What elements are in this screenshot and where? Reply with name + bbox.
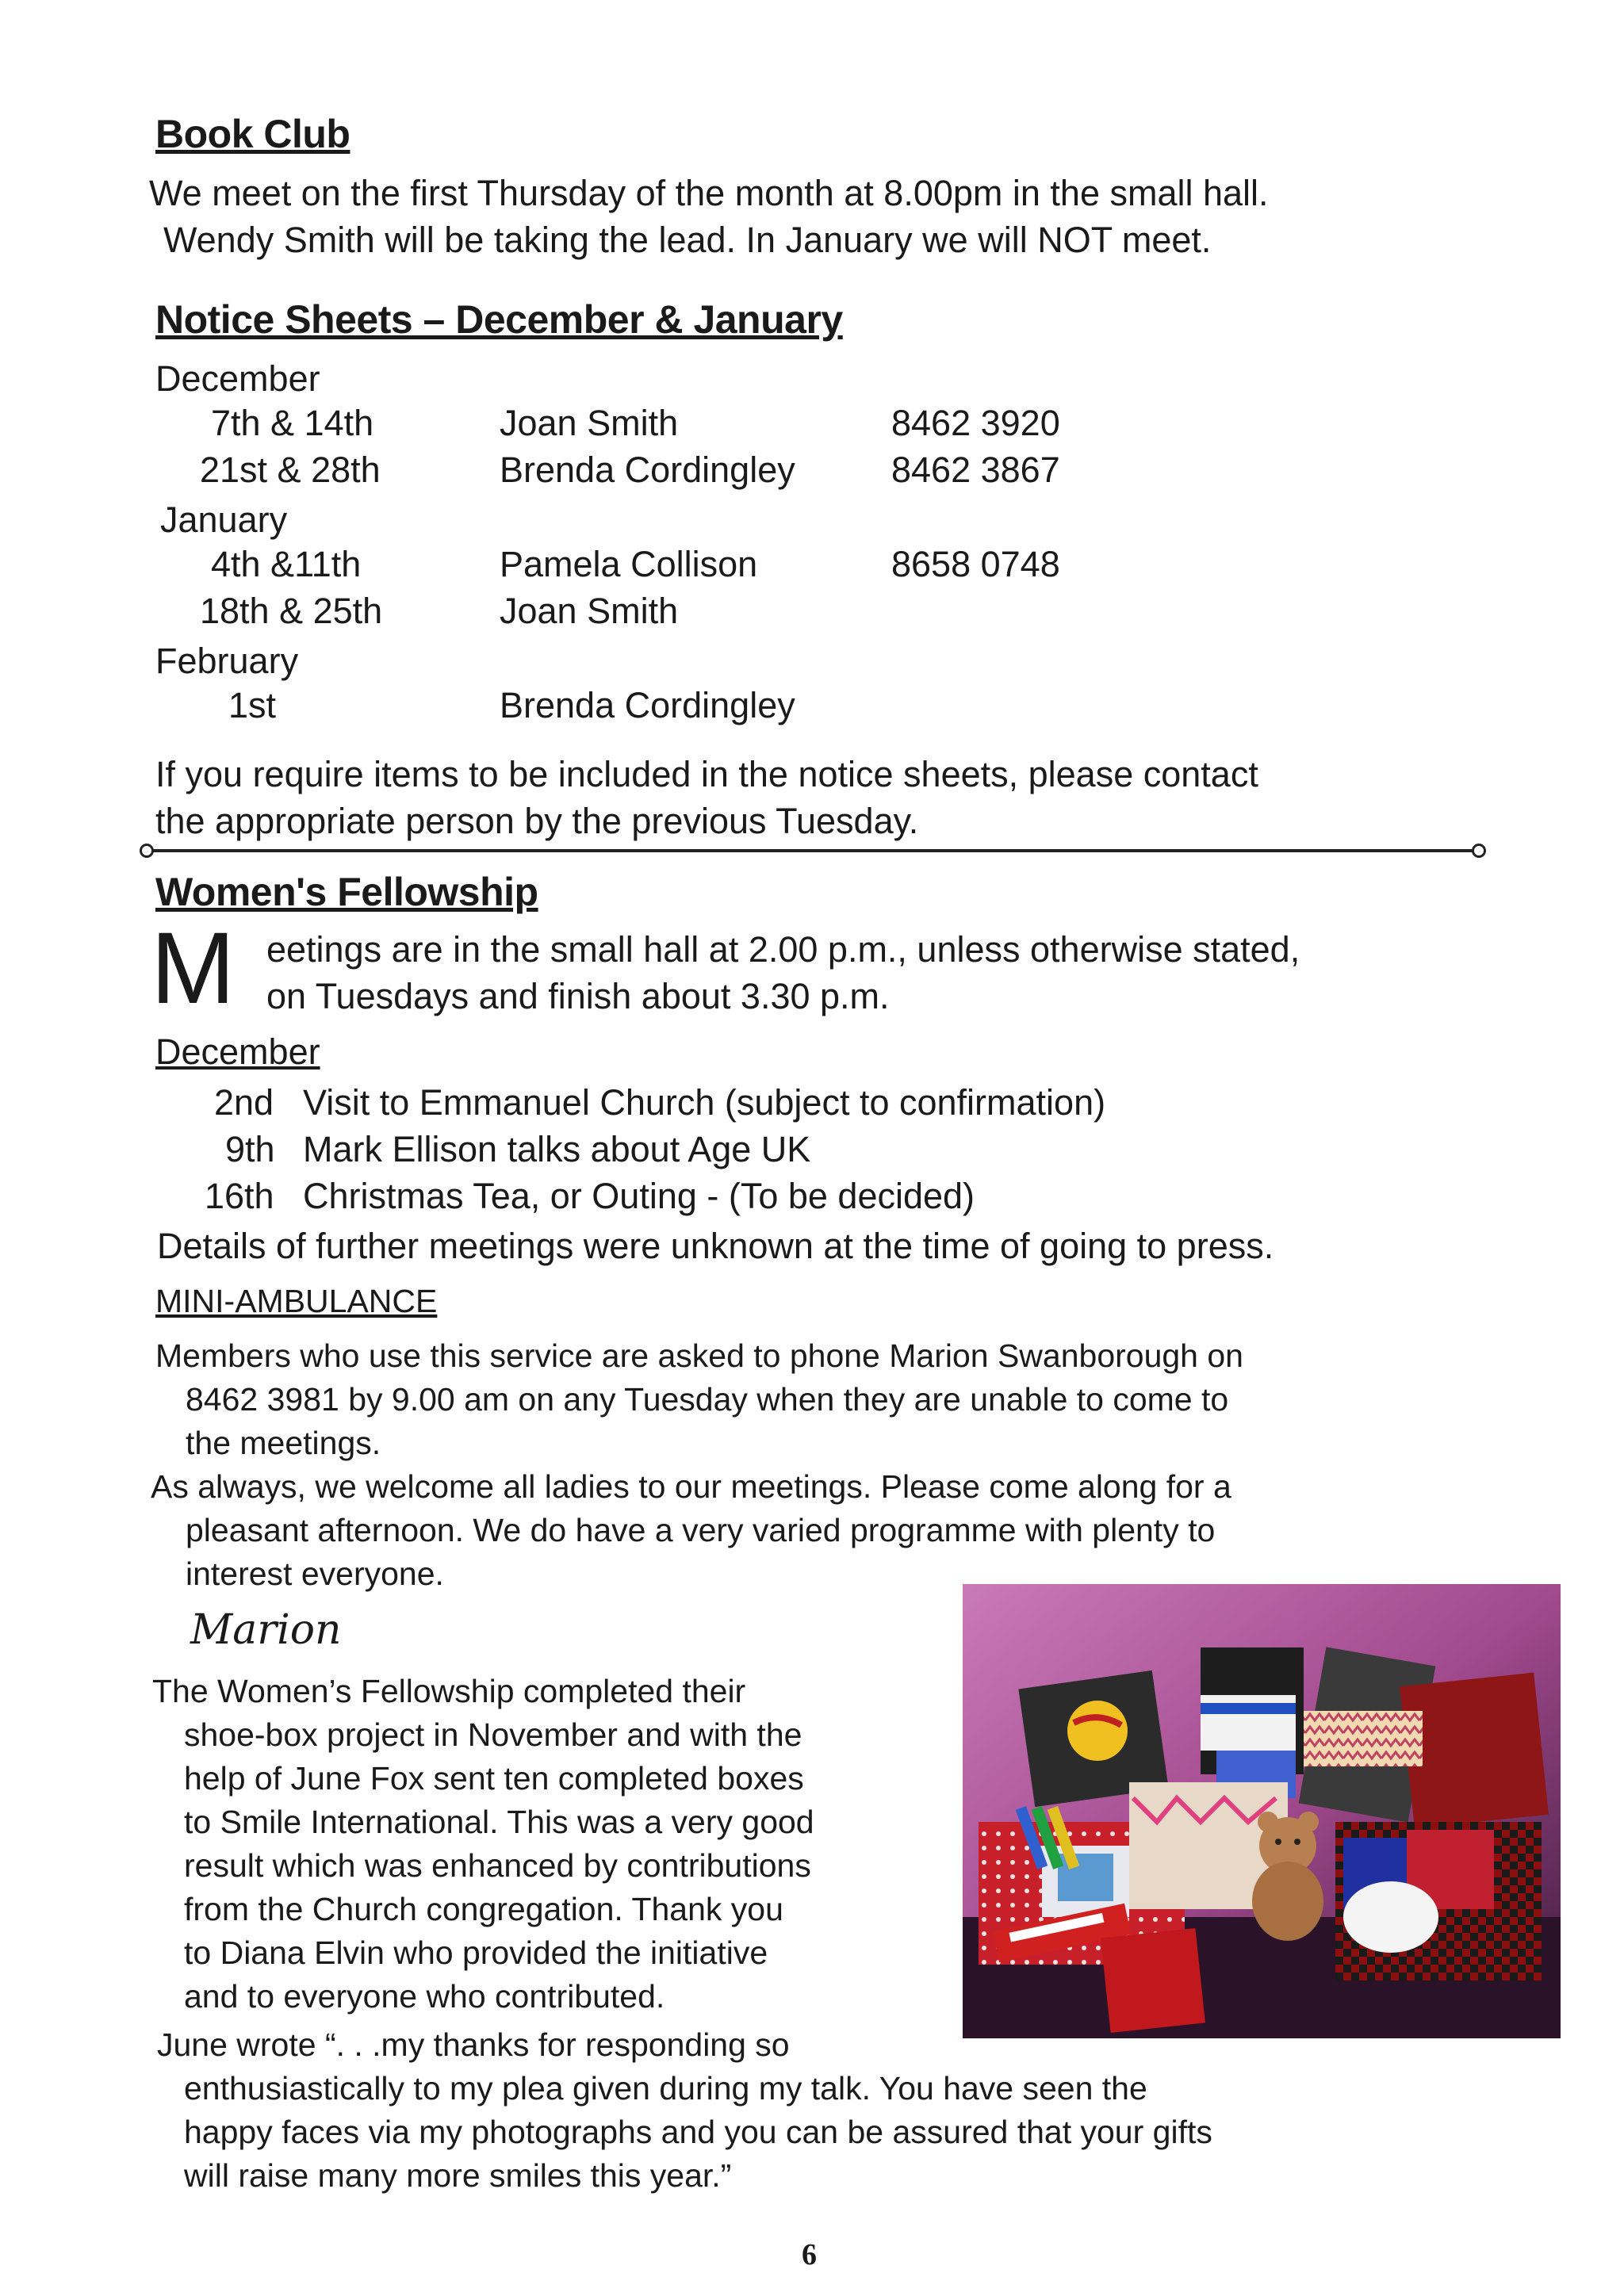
gift-boxes-photo [963,1584,1561,2038]
notice-date: 1st [228,685,277,725]
shoebox-line-1: The Women’s Fellowship completed their [152,1673,746,1709]
book-club-line-2: Wendy Smith will be taking the lead. In January we will NOT meet. [163,220,1212,260]
mini-ambulance-line-3: the meetings. [186,1425,381,1461]
notice-row [0,685,1189,732]
shoebox-line-8: and to everyone who contributed. [184,1978,665,2015]
notice-name: Joan Smith [500,403,679,443]
fellowship-intro-line-1: eetings are in the small hall at 2.00 p.m., unless otherwise stated, [266,929,1300,970]
shoebox-line-7: to Diana Elvin who provided the initiative [184,1934,768,1971]
womens-fellowship-heading: Women's Fellowship [155,870,538,914]
event-row [0,1176,1189,1223]
notice-footer-line-2: the appropriate person by the previous Tuesday. [155,801,919,841]
june-line-2: enthusiastically to my plea given during my talk. You have seen the [184,2070,1147,2107]
page-number: 6 [802,2238,817,2271]
event-text: Christmas Tea, or Outing - (To be decided) [303,1176,975,1216]
notice-row [0,403,1189,450]
event-text: Visit to Emmanuel Church (subject to confirmation) [303,1082,1106,1123]
divider-end-knob [1472,844,1486,858]
welcome-line-1: As always, we welcome all ladies to our meetings. Please come along for a [151,1468,1231,1505]
month-february: February [155,641,299,681]
welcome-line-3: interest everyone. [186,1556,444,1592]
shoebox-line-5: result which was enhanced by contributions [184,1847,811,1884]
june-line-3: happy faces via my photographs and you can be assured that your gifts [184,2114,1212,2150]
notice-row [0,591,1189,637]
notice-sheets-heading: Notice Sheets – December & January [155,297,843,342]
fellowship-intro-line-2: on Tuesdays and finish about 3.30 p.m. [266,976,890,1016]
notice-name: Brenda Cordingley [500,450,795,490]
shoebox-line-6: from the Church congregation. Thank you [184,1891,783,1927]
notice-name: Joan Smith [500,591,679,631]
june-line-1: June wrote “. . .my thanks for responding so [157,2026,790,2063]
mini-ambulance-line-2: 8462 3981 by 9.00 am on any Tuesday when they are unable to come to [186,1381,1229,1418]
details-line: Details of further meetings were unknown at the time of going to press. [157,1226,1274,1266]
mini-ambulance-line-1: Members who use this service are asked to phone Marion Swanborough on [155,1337,1243,1374]
book-club-heading: Book Club [155,112,350,156]
notice-name: Pamela Collison [500,544,758,584]
notice-date: 21st & 28th [200,450,381,490]
signature: Marion [190,1606,342,1654]
event-day: 16th [205,1176,274,1216]
month-december: December [155,358,320,399]
event-day: 9th [225,1129,275,1169]
drop-cap: M [151,912,236,1025]
notice-name: Brenda Cordingley [500,685,795,725]
welcome-line-2: pleasant afternoon. We do have a very varied programme with plenty to [186,1512,1216,1548]
section-divider [147,849,1478,852]
shoebox-line-4: to Smile International. This was a very good [184,1804,814,1840]
notice-date: 18th & 25th [200,591,383,631]
shoebox-line-2: shoe-box project in November and with the [184,1716,802,1753]
notice-phone: 8462 3920 [891,403,1060,443]
shoebox-line-3: help of June Fox sent ten completed boxes [184,1760,804,1797]
june-line-4: will raise many more smiles this year.” [184,2157,732,2194]
notice-phone: 8462 3867 [891,450,1060,490]
event-row [0,1082,1189,1129]
notice-date: 7th & 14th [211,403,374,443]
event-day: 2nd [214,1082,274,1123]
mini-ambulance-heading: MINI-AMBULANCE [155,1283,438,1319]
notice-date: 4th &11th [211,544,362,584]
fellowship-month-december: December [155,1031,320,1072]
event-row [0,1129,1189,1176]
notice-phone: 8658 0748 [891,544,1060,584]
divider-end-knob [140,844,154,858]
month-january: January [160,499,288,540]
book-club-line-1: We meet on the first Thursday of the month at 8.00pm in the small hall. [149,173,1269,213]
notice-row [0,544,1189,591]
event-text: Mark Ellison talks about Age UK [303,1129,811,1169]
notice-footer-line-1: If you require items to be included in the notice sheets, please contact [155,754,1258,794]
notice-row [0,450,1189,496]
